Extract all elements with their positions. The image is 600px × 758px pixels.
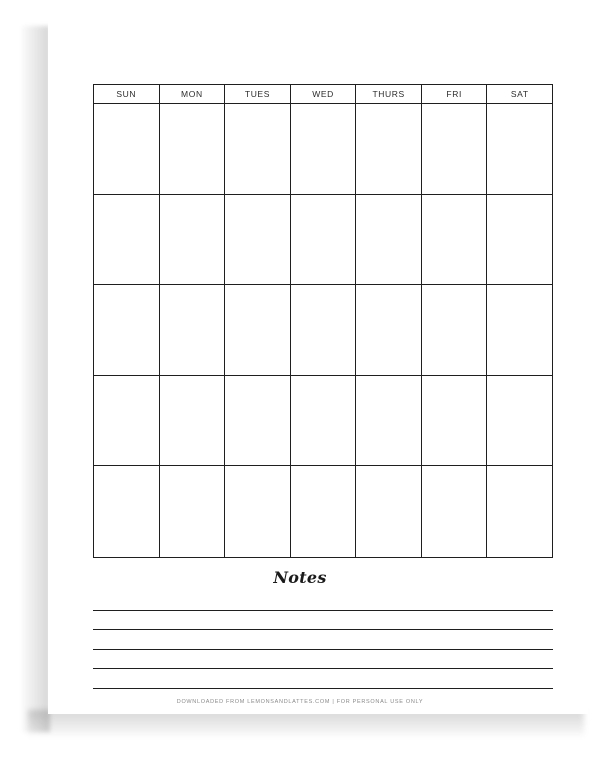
calendar-day-cell [421, 466, 487, 557]
calendar-week-row [94, 195, 552, 286]
calendar-day-cell [94, 285, 159, 375]
calendar-day-cell [486, 104, 552, 194]
calendar-day-cell [290, 466, 356, 557]
calendar-day-cell [159, 376, 225, 466]
calendar-day-cell [224, 466, 290, 557]
calendar-day-cell [159, 195, 225, 285]
calendar-week-row [94, 376, 552, 467]
calendar-day-cell [486, 466, 552, 557]
calendar-body [94, 104, 552, 557]
calendar-day-cell [486, 376, 552, 466]
calendar-day-cell [94, 466, 159, 557]
weekday-sat: SAT [486, 85, 552, 103]
notes-line [93, 688, 553, 689]
footer-credit: DOWNLOADED FROM LEMONSANDLATTES.COM | FOR PERSONAL USE ONLY [176, 699, 424, 705]
calendar-day-cell [159, 104, 225, 194]
calendar-day-cell [421, 104, 487, 194]
notes-line [93, 649, 553, 650]
calendar-day-cell [355, 466, 421, 557]
calendar-day-cell [486, 195, 552, 285]
calendar-day-cell [486, 285, 552, 375]
calendar-day-cell [94, 376, 159, 466]
notes-line [93, 629, 553, 630]
calendar-day-cell [421, 195, 487, 285]
page-shadow-left [22, 26, 50, 732]
weekday-mon: MON [159, 85, 225, 103]
calendar-week-row [94, 104, 552, 195]
weekday-sun: SUN [116, 89, 137, 99]
weekday-tues: TUES [224, 85, 290, 103]
calendar-day-cell [159, 285, 225, 375]
calendar-day-cell [94, 104, 159, 194]
calendar-day-cell [355, 195, 421, 285]
calendar-day-cell [224, 376, 290, 466]
calendar-week-row [94, 466, 552, 557]
calendar-day-cell [290, 376, 356, 466]
calendar-day-cell [421, 376, 487, 466]
weekday-header-row [94, 85, 552, 104]
calendar-day-cell [94, 195, 159, 285]
calendar-day-cell [421, 285, 487, 375]
notes-line [93, 668, 553, 669]
notes-line [93, 610, 553, 611]
calendar-grid [93, 84, 553, 558]
calendar-day-cell [224, 195, 290, 285]
notes-title: Notes [273, 568, 327, 587]
calendar-day-cell [355, 104, 421, 194]
calendar-day-cell [290, 285, 356, 375]
weekday-thurs: THURS [355, 85, 421, 103]
calendar-day-cell [355, 285, 421, 375]
calendar-day-cell [355, 376, 421, 466]
weekday-wed: WED [290, 85, 356, 103]
calendar-day-cell [159, 466, 225, 557]
calendar-day-cell [290, 104, 356, 194]
calendar-day-cell [290, 195, 356, 285]
weekday-fri: FRI [421, 85, 487, 103]
calendar-day-cell [224, 104, 290, 194]
calendar-week-row [94, 285, 552, 376]
calendar-day-cell [224, 285, 290, 375]
